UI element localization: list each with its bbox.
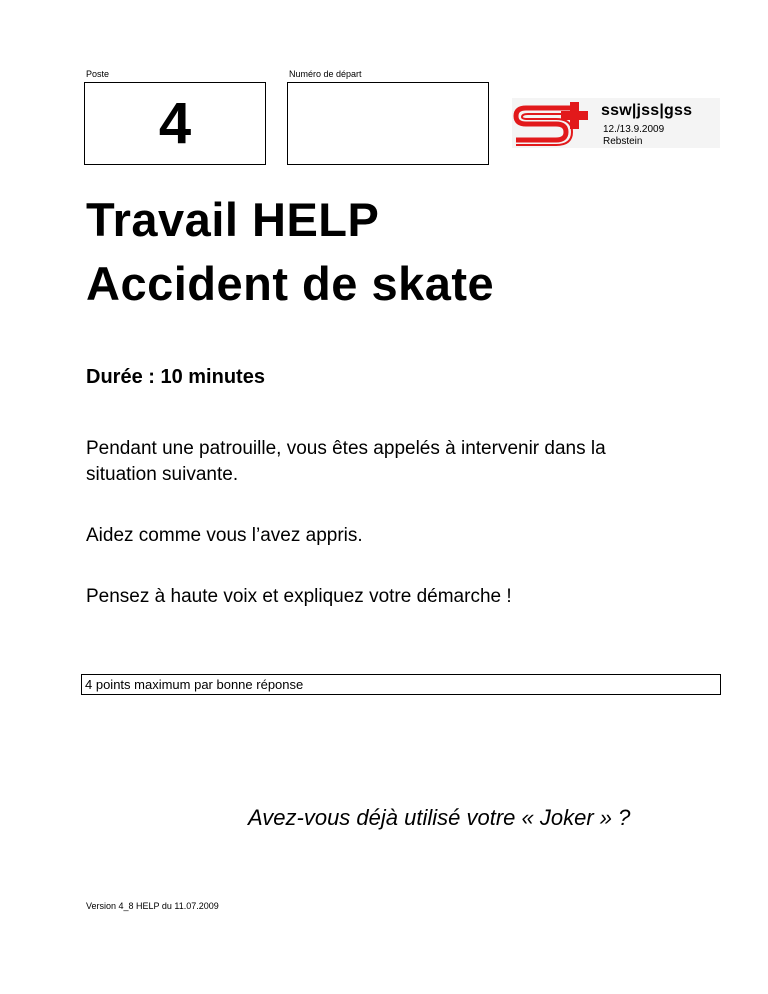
duration: Durée : 10 minutes [86, 366, 265, 388]
title-line-2: Accident de skate [86, 257, 495, 310]
logo-date: 12./13.9.2009 [603, 124, 665, 135]
title-line-1: Travail HELP [86, 193, 380, 246]
joker-question: Avez-vous déjà utilisé votre « Joker » ? [248, 805, 631, 830]
paragraph-1-line-1: Pendant une patrouille, vous êtes appelés à intervenir dans la [86, 438, 606, 459]
depart-box[interactable] [287, 82, 489, 165]
points-note: 4 points maximum par bonne réponse [81, 674, 721, 695]
paragraph-1-line-2: situation suivante. [86, 464, 239, 485]
poste-number: 4 [158, 91, 192, 156]
version-footer: Version 4_8 HELP du 11.07.2009 [86, 901, 219, 911]
paragraph-2: Aidez comme vous l’avez appris. [86, 525, 363, 546]
depart-label: Numéro de départ [289, 69, 362, 79]
poste-label: Poste [86, 69, 110, 79]
logo-wordmark: ssw|jss|gss [601, 102, 693, 119]
logo-place: Rebstein [603, 136, 643, 147]
paragraph-3: Pensez à haute voix et expliquez votre démarche ! [86, 586, 512, 607]
